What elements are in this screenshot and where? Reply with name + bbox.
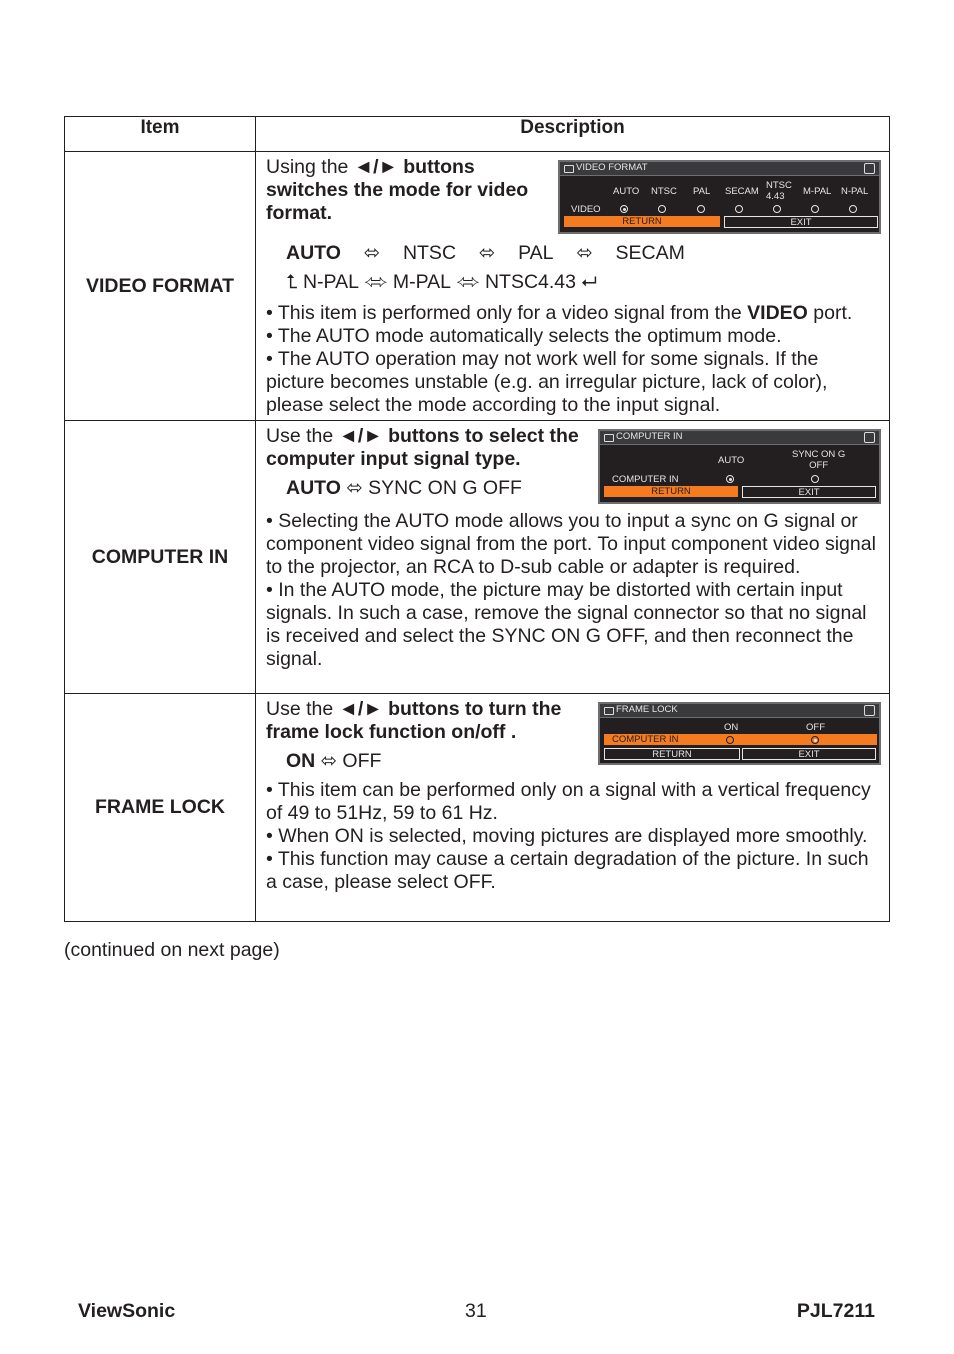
item-column-header: Item	[65, 117, 256, 152]
radio-sync-on-g-off	[811, 475, 819, 483]
return-button: RETURN	[564, 216, 720, 227]
radio-pal	[697, 205, 705, 213]
return-button: RETURN	[604, 486, 738, 497]
radio-mpal	[811, 205, 819, 213]
radio-on	[726, 736, 734, 744]
table-row	[65, 694, 890, 922]
item-video-format: VIDEO FORMAT	[65, 152, 256, 421]
spec-table	[64, 116, 890, 922]
description-cell	[256, 421, 890, 694]
mode-choices: AUTO ⬄ SYNC ON G OFF	[286, 477, 522, 499]
page-number: 31	[465, 1300, 487, 1322]
exit-button: EXIT	[724, 216, 878, 228]
item-computer-in: COMPUTER IN	[65, 421, 256, 694]
footer-brand: ViewSonic	[78, 1300, 176, 1322]
osd-frame-lock: FRAME LOCK ON OFF COMPUTER IN RETURN EXIT	[598, 702, 881, 765]
loop-arrow-icon: ⮤	[286, 271, 298, 293]
exit-button: EXIT	[742, 486, 876, 498]
description-column-header: Description	[256, 117, 890, 152]
radio-off	[811, 736, 819, 744]
notes: • This item can be performed only on a signal with a vertical frequency of 49 to 51Hz, 59 to 61 Hz. • When ON is selected, moving pictures are displayed more smoothly. • This function may cause a certain degradation of the picture. In such a case, please select OFF.	[266, 779, 871, 893]
close-icon	[864, 705, 875, 716]
mode-choices: AUTO ⬄ NTSC ⬄ PAL ⬄ SECAM ⮤ N-PAL ⬄ M-PAL ⬄ NTSC4.43 ⮠	[286, 242, 685, 293]
exit-button: EXIT	[742, 748, 876, 760]
monitor-icon	[604, 434, 614, 442]
radio-npal	[849, 205, 857, 213]
table-row	[65, 152, 890, 421]
return-arrow-icon: ⮠	[581, 271, 598, 293]
notes: • This item is performed only for a video signal from the VIDEO port. • The AUTO mode automatically selects the optimum mode. • The AUTO operation may not work well for some signals. If the picture becomes unstable (e.g. an irregular picture, lack of color), please select the mode according to the input signal.	[266, 302, 853, 416]
lead-text: Use the ◄/► buttons to turn the frame lock function on/off . ON ⬄ OFF	[266, 698, 596, 773]
radio-auto	[726, 475, 734, 483]
menu-icon	[564, 165, 574, 173]
radio-auto	[620, 205, 628, 213]
notes: • Selecting the AUTO mode allows you to input a sync on G signal or component video signal from the port. To input component video signal to the projector, an RCA to D-sub cable or adapter is required. • In the AUTO mode, the picture may be distorted with certain input signals. In such a case, remove the signal connector so that no signal is received and select the SYNC ON G OFF, and then reconnect the signal.	[266, 510, 876, 670]
close-icon	[864, 163, 875, 174]
radio-secam	[735, 205, 743, 213]
return-button: RETURN	[604, 748, 740, 760]
description-cell	[256, 152, 890, 421]
close-icon	[864, 432, 875, 443]
item-frame-lock: FRAME LOCK	[65, 694, 256, 922]
radio-ntsc443	[773, 205, 781, 213]
table-row	[65, 421, 890, 694]
description-cell	[256, 694, 890, 922]
lead-text: Using the ◄/► buttons switches the mode for video format.	[266, 156, 529, 224]
frame-lock-row: COMPUTER IN	[604, 734, 877, 745]
lead-text: Use the ◄/► buttons to select the computer input signal type. AUTO ⬄ SYNC ON G OFF	[266, 425, 596, 504]
osd-computer-in: COMPUTER IN AUTO SYNC ON G OFF COMPUTER IN RETURN EXIT	[598, 429, 881, 504]
menu-icon	[604, 707, 614, 715]
radio-ntsc	[658, 205, 666, 213]
mode-choices: ON ⬄ OFF	[286, 750, 382, 772]
continued-note: (continued on next page)	[64, 939, 280, 961]
footer-model: PJL7211	[796, 1300, 875, 1322]
osd-video-format: VIDEO FORMAT AUTO NTSC PAL SECAM NTSC 4.43 M-PAL N-PAL VIDEO RETURN EXIT	[558, 160, 881, 234]
